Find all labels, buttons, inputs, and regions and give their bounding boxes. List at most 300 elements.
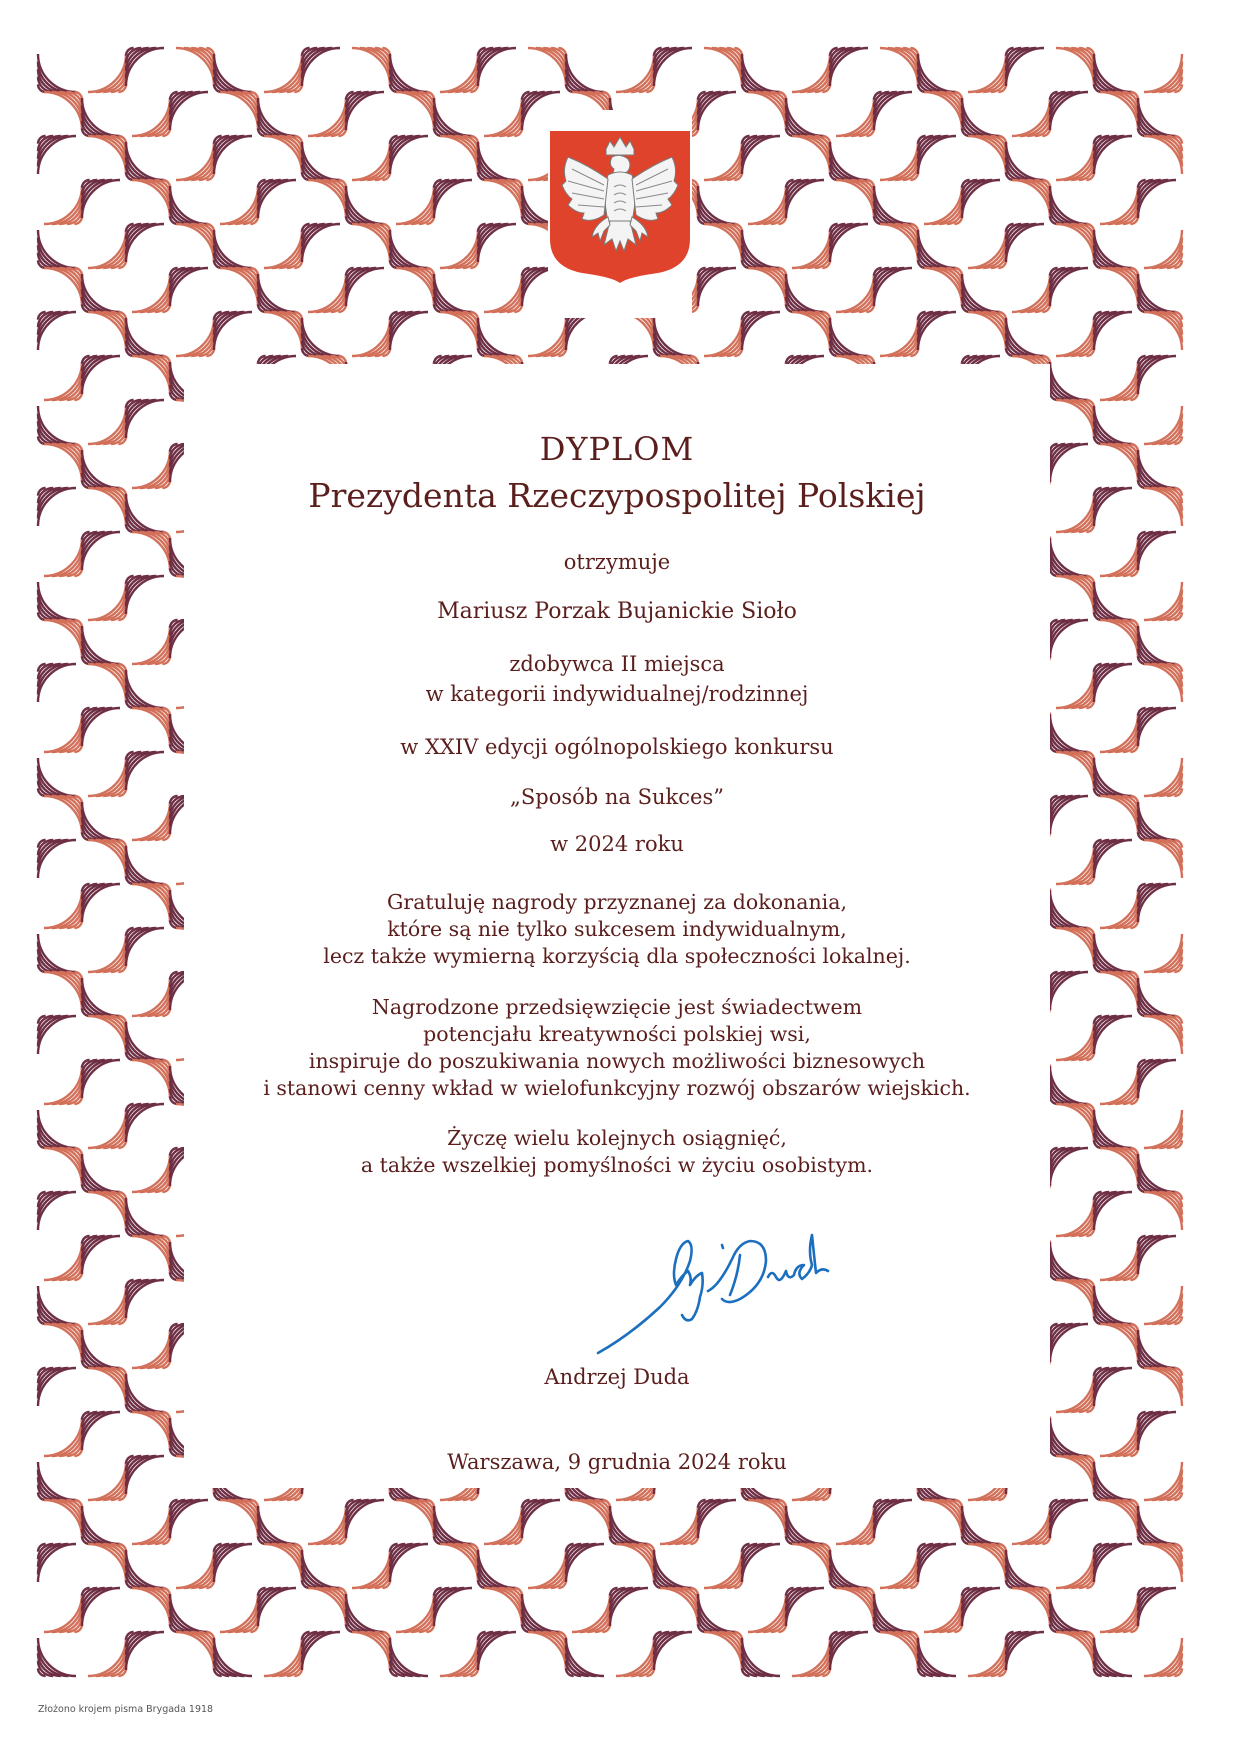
pattern-arc: [214, 312, 252, 350]
pattern-arc: [1094, 1368, 1132, 1406]
pattern-arc: [566, 1544, 604, 1582]
pattern-arc: [1144, 136, 1182, 174]
pattern-arc: [792, 1638, 830, 1676]
pattern-arc: [132, 356, 170, 394]
pattern-arc: [176, 1550, 214, 1588]
pattern-arc: [1100, 1594, 1138, 1632]
pattern-arc: [126, 846, 164, 884]
pattern-arc: [126, 928, 164, 966]
pattern-arc: [1056, 1550, 1094, 1588]
pattern-arc: [434, 1506, 472, 1544]
pattern-arc: [1094, 582, 1132, 620]
congratulations-line: które są nie tylko sukcesem indywidualnym,: [387, 917, 847, 941]
pattern-arc: [616, 1544, 654, 1582]
pattern-arc: [352, 1550, 390, 1588]
pattern-arc: [126, 1456, 164, 1494]
pattern-arc: [126, 224, 164, 262]
pattern-arc: [1144, 664, 1182, 702]
pattern-arc: [1144, 1544, 1182, 1582]
pattern-arc: [44, 972, 82, 1010]
pattern-arc: [1100, 186, 1138, 224]
pattern-arc: [1144, 54, 1182, 92]
pattern-arc: [1144, 312, 1182, 350]
pattern-arc: [258, 98, 296, 136]
pattern-arc: [1138, 884, 1176, 922]
pattern-arc: [38, 1638, 76, 1676]
pattern-arc: [170, 1594, 208, 1632]
pattern-arc: [1138, 274, 1176, 312]
wishes-line: a także wszelkiej pomyślności w życiu osobistym.: [360, 1153, 874, 1177]
pattern-arc: [390, 1638, 428, 1676]
pattern-arc: [742, 54, 780, 92]
pattern-arc: [346, 186, 384, 224]
pattern-arc: [126, 1198, 164, 1236]
pattern-arc: [44, 1324, 82, 1362]
pattern-arc: [1094, 1638, 1132, 1676]
pattern-arc: [528, 318, 566, 356]
pattern-arc: [302, 1550, 340, 1588]
pattern-arc: [1006, 1550, 1044, 1588]
pattern-arc: [528, 48, 566, 86]
pattern-arc: [968, 54, 1006, 92]
pattern-arc: [918, 1544, 956, 1582]
pattern-arc: [1138, 1236, 1176, 1274]
pattern-arc: [616, 54, 654, 92]
pattern-arc: [44, 1500, 82, 1538]
pattern-arc: [1144, 406, 1182, 444]
pattern-arc: [352, 318, 390, 356]
initiative-line: potencjału kreatywności polskiej wsi,: [423, 1022, 811, 1046]
pattern-arc: [484, 1506, 522, 1544]
pattern-arc: [38, 1462, 76, 1500]
pattern-arc: [44, 890, 82, 928]
pattern-arc: [874, 92, 912, 130]
pattern-arc: [396, 92, 434, 130]
handwritten-signature: [590, 1215, 880, 1365]
pattern-arc: [1138, 98, 1176, 136]
pattern-arc: [44, 620, 82, 658]
pattern-arc: [698, 92, 736, 130]
pattern-arc: [968, 312, 1006, 350]
pattern-arc: [1100, 92, 1138, 130]
pattern-arc: [132, 1330, 170, 1368]
pattern-arc: [390, 54, 428, 92]
pattern-arc: [88, 664, 126, 702]
pattern-arc: [434, 180, 472, 218]
pattern-arc: [924, 268, 962, 306]
pattern-arc: [264, 230, 302, 268]
pattern-arc: [786, 1588, 824, 1626]
pattern-arc: [88, 840, 126, 878]
pattern-arc: [566, 1638, 604, 1676]
pattern-arc: [302, 318, 340, 356]
pattern-arc: [918, 230, 956, 268]
pattern-arc: [478, 1550, 516, 1588]
pattern-arc: [434, 274, 472, 312]
pattern-arc: [44, 714, 82, 752]
pattern-arc: [1056, 1022, 1094, 1060]
pattern-arc: [132, 450, 170, 488]
pattern-arc: [308, 180, 346, 218]
pattern-arc: [44, 538, 82, 576]
pattern-arc: [264, 312, 302, 350]
pattern-arc: [1006, 224, 1044, 262]
pattern-arc: [132, 532, 170, 570]
pattern-arc: [962, 98, 1000, 136]
pattern-arc: [440, 54, 478, 92]
pattern-arc: [132, 1154, 170, 1192]
pattern-arc: [38, 136, 76, 174]
pattern-arc: [126, 576, 164, 614]
pattern-arc: [132, 180, 170, 218]
pattern-arc: [1094, 312, 1132, 350]
pattern-arc: [82, 450, 120, 488]
award-category: w kategorii indywidualnej/rodzinnej: [425, 682, 809, 706]
pattern-arc: [1012, 98, 1050, 136]
pattern-arc: [1100, 1066, 1138, 1104]
pattern-arc: [38, 840, 76, 878]
pattern-arc: [968, 230, 1006, 268]
pattern-arc: [126, 142, 164, 180]
pattern-arc: [880, 318, 918, 356]
pattern-arc: [1006, 318, 1044, 356]
pattern-arc: [88, 312, 126, 350]
pattern-arc: [132, 1412, 170, 1450]
pattern-arc: [220, 268, 258, 306]
pattern-arc: [38, 1286, 76, 1324]
pattern-arc: [1056, 48, 1094, 86]
pattern-arc: [352, 48, 390, 86]
pattern-arc: [170, 186, 208, 224]
congratulations-paragraph: [184, 889, 1050, 970]
pattern-arc: [1144, 934, 1182, 972]
pattern-arc: [880, 1550, 918, 1588]
pattern-arc: [264, 1544, 302, 1582]
pattern-arc: [1006, 1632, 1044, 1670]
pattern-arc: [126, 1550, 164, 1588]
pattern-arc: [874, 186, 912, 224]
pattern-arc: [1094, 1110, 1132, 1148]
pattern-arc: [654, 1632, 692, 1670]
pattern-arc: [1056, 1104, 1094, 1142]
pattern-arc: [1094, 1192, 1132, 1230]
pattern-arc: [1012, 1588, 1050, 1626]
pattern-arc: [38, 230, 76, 268]
pattern-arc: [132, 626, 170, 664]
pattern-arc: [704, 1550, 742, 1588]
pattern-arc: [396, 186, 434, 224]
pattern-arc: [214, 230, 252, 268]
pattern-arc: [88, 1192, 126, 1230]
pattern-arc: [1100, 972, 1138, 1010]
pattern-arc: [1138, 180, 1176, 218]
pattern-arc: [1144, 1286, 1182, 1324]
pattern-arc: [704, 318, 742, 356]
pattern-arc: [1138, 1506, 1176, 1544]
pattern-arc: [1056, 670, 1094, 708]
pattern-arc: [44, 268, 82, 306]
pattern-arc: [44, 796, 82, 834]
pattern-arc: [924, 1500, 962, 1538]
pattern-arc: [830, 142, 868, 180]
pattern-arc: [82, 1412, 120, 1450]
pattern-arc: [1144, 840, 1182, 878]
pattern-arc: [830, 1550, 868, 1588]
pattern-arc: [44, 1148, 82, 1186]
pattern-arc: [170, 268, 208, 306]
receives-label: otrzymuje: [563, 550, 671, 574]
pattern-arc: [390, 312, 428, 350]
pattern-arc: [82, 1154, 120, 1192]
pattern-arc: [88, 1016, 126, 1054]
pattern-arc: [38, 664, 76, 702]
pattern-arc: [830, 318, 868, 356]
pattern-arc: [88, 1110, 126, 1148]
pattern-arc: [82, 1588, 120, 1626]
pattern-arc: [1144, 1368, 1182, 1406]
pattern-arc: [924, 186, 962, 224]
pattern-arc: [484, 180, 522, 218]
pattern-arc: [880, 1632, 918, 1670]
pattern-arc: [38, 1110, 76, 1148]
pattern-arc: [88, 1286, 126, 1324]
pattern-arc: [748, 1594, 786, 1632]
pattern-arc: [1050, 714, 1088, 752]
pattern-arc: [1100, 538, 1138, 576]
pattern-arc: [1050, 1324, 1088, 1362]
pattern-arc: [610, 1506, 648, 1544]
wishes-paragraph: [184, 1125, 1050, 1179]
pattern-arc: [1100, 796, 1138, 834]
pattern-arc: [1012, 1506, 1050, 1544]
pattern-arc: [440, 136, 478, 174]
pattern-arc: [132, 708, 170, 746]
pattern-arc: [1144, 758, 1182, 796]
pattern-arc: [82, 98, 120, 136]
pattern-arc: [1050, 1242, 1088, 1280]
pattern-arc: [132, 802, 170, 840]
pattern-arc: [704, 48, 742, 86]
pattern-arc: [126, 1022, 164, 1060]
pattern-arc: [566, 54, 604, 92]
pattern-arc: [88, 230, 126, 268]
pattern-arc: [88, 54, 126, 92]
pattern-arc: [1100, 890, 1138, 928]
pattern-arc: [918, 136, 956, 174]
pattern-arc: [1138, 708, 1176, 746]
pattern-arc: [434, 1588, 472, 1626]
pattern-arc: [44, 1066, 82, 1104]
pattern-arc: [82, 978, 120, 1016]
pattern-arc: [1050, 1418, 1088, 1456]
pattern-arc: [390, 230, 428, 268]
pattern-arc: [830, 224, 868, 262]
pattern-arc: [88, 1462, 126, 1500]
pattern-arc: [302, 224, 340, 262]
pattern-arc: [390, 136, 428, 174]
pattern-arc: [132, 978, 170, 1016]
pattern-arc: [440, 1544, 478, 1582]
pattern-arc: [88, 1638, 126, 1676]
typeface-note: Złożono krojem pisma Brygada 1918: [38, 1704, 214, 1715]
pattern-arc: [786, 274, 824, 312]
pattern-arc: [1094, 1286, 1132, 1324]
pattern-arc: [1138, 626, 1176, 664]
pattern-arc: [1050, 1594, 1088, 1632]
pattern-arc: [82, 1060, 120, 1098]
polish-coat-of-arms-icon: [548, 129, 692, 285]
pattern-arc: [38, 758, 76, 796]
pattern-arc: [1144, 1110, 1182, 1148]
pattern-arc: [522, 1594, 560, 1632]
pattern-arc: [132, 98, 170, 136]
pattern-arc: [176, 142, 214, 180]
pattern-arc: [880, 224, 918, 262]
pattern-arc: [352, 1632, 390, 1670]
pattern-arc: [440, 312, 478, 350]
pattern-arc: [968, 1638, 1006, 1676]
initiative-line: inspiruje do poszukiwania nowych możliwości biznesowych: [308, 1049, 926, 1073]
pattern-arc: [1094, 406, 1132, 444]
pattern-arc: [126, 318, 164, 356]
pattern-arc: [1050, 1500, 1088, 1538]
pattern-arc: [748, 92, 786, 130]
initiative-line: i stanowi cenny wkład w wielofunkcyjny rozwój obszarów wiejskich.: [263, 1076, 971, 1100]
pattern-arc: [1050, 620, 1088, 658]
pattern-arc: [1050, 1066, 1088, 1104]
pattern-arc: [962, 1588, 1000, 1626]
pattern-arc: [836, 274, 874, 312]
contest-year: w 2024 roku: [550, 832, 684, 856]
pattern-arc: [82, 626, 120, 664]
pattern-arc: [1138, 532, 1176, 570]
pattern-arc: [1094, 1544, 1132, 1582]
pattern-arc: [214, 1638, 252, 1676]
pattern-arc: [38, 582, 76, 620]
pattern-arc: [126, 670, 164, 708]
pattern-arc: [38, 1192, 76, 1230]
pattern-arc: [220, 92, 258, 130]
pattern-arc: [654, 48, 692, 86]
pattern-arc: [176, 224, 214, 262]
contest-name: „Sposób na Sukces”: [510, 785, 724, 809]
pattern-arc: [1012, 274, 1050, 312]
pattern-arc: [308, 1588, 346, 1626]
pattern-arc: [1144, 230, 1182, 268]
pattern-arc: [126, 494, 164, 532]
pattern-arc: [654, 318, 692, 356]
pattern-arc: [792, 54, 830, 92]
pattern-arc: [616, 1638, 654, 1676]
pattern-arc: [1100, 1500, 1138, 1538]
pattern-arc: [82, 1506, 120, 1544]
pattern-arc: [1006, 142, 1044, 180]
pattern-arc: [660, 1588, 698, 1626]
congratulations-line: lecz także wymierną korzyścią dla społeczności lokalnej.: [323, 944, 911, 968]
pattern-arc: [220, 1500, 258, 1538]
pattern-arc: [1094, 1462, 1132, 1500]
pattern-arc: [82, 1330, 120, 1368]
pattern-arc: [1094, 54, 1132, 92]
pattern-arc: [214, 54, 252, 92]
pattern-arc: [176, 48, 214, 86]
pattern-arc: [38, 312, 76, 350]
pattern-arc: [38, 488, 76, 526]
place-and-date: Warszawa, 9 grudnia 2024 roku: [447, 1450, 787, 1474]
pattern-arc: [264, 1638, 302, 1676]
pattern-arc: [88, 1368, 126, 1406]
pattern-arc: [1056, 1632, 1094, 1670]
pattern-arc: [654, 1550, 692, 1588]
pattern-arc: [176, 1632, 214, 1670]
pattern-arc: [352, 142, 390, 180]
pattern-arc: [44, 186, 82, 224]
pattern-arc: [918, 54, 956, 92]
pattern-arc: [308, 274, 346, 312]
pattern-arc: [1094, 136, 1132, 174]
pattern-arc: [1144, 488, 1182, 526]
pattern-arc: [390, 1544, 428, 1582]
pattern-arc: [830, 48, 868, 86]
pattern-arc: [1094, 664, 1132, 702]
pattern-arc: [132, 1060, 170, 1098]
pattern-arc: [748, 186, 786, 224]
pattern-arc: [1050, 796, 1088, 834]
pattern-arc: [1050, 362, 1088, 400]
pattern-arc: [836, 1506, 874, 1544]
pattern-arc: [924, 1594, 962, 1632]
pattern-arc: [742, 136, 780, 174]
pattern-arc: [1094, 488, 1132, 526]
pattern-arc: [1056, 318, 1094, 356]
pattern-arc: [132, 1588, 170, 1626]
pattern-arc: [1094, 230, 1132, 268]
pattern-arc: [264, 54, 302, 92]
pattern-arc: [1056, 1280, 1094, 1318]
pattern-arc: [44, 1594, 82, 1632]
pattern-arc: [1138, 1154, 1176, 1192]
pattern-arc: [742, 230, 780, 268]
pattern-arc: [1100, 362, 1138, 400]
pattern-arc: [214, 136, 252, 174]
pattern-arc: [968, 1544, 1006, 1582]
pattern-arc: [836, 180, 874, 218]
diploma-subtitle: Prezydenta Rzeczypospolitej Polskiej: [308, 476, 926, 515]
initiative-paragraph: [184, 994, 1050, 1102]
pattern-arc: [88, 406, 126, 444]
pattern-arc: [742, 1638, 780, 1676]
pattern-arc: [1094, 840, 1132, 878]
pattern-arc: [1056, 1456, 1094, 1494]
pattern-arc: [1100, 1148, 1138, 1186]
pattern-arc: [704, 142, 742, 180]
pattern-arc: [126, 1104, 164, 1142]
pattern-arc: [1100, 1418, 1138, 1456]
pattern-arc: [698, 186, 736, 224]
pattern-arc: [126, 1280, 164, 1318]
wishes-line: Życzę wielu kolejnych osiągnięć,: [447, 1126, 787, 1150]
pattern-arc: [346, 268, 384, 306]
pattern-arc: [786, 98, 824, 136]
pattern-arc: [38, 1016, 76, 1054]
pattern-arc: [962, 274, 1000, 312]
pattern-arc: [484, 98, 522, 136]
pattern-arc: [126, 48, 164, 86]
pattern-arc: [170, 1500, 208, 1538]
pattern-arc: [126, 1374, 164, 1412]
pattern-arc: [1094, 934, 1132, 972]
pattern-arc: [698, 1500, 736, 1538]
